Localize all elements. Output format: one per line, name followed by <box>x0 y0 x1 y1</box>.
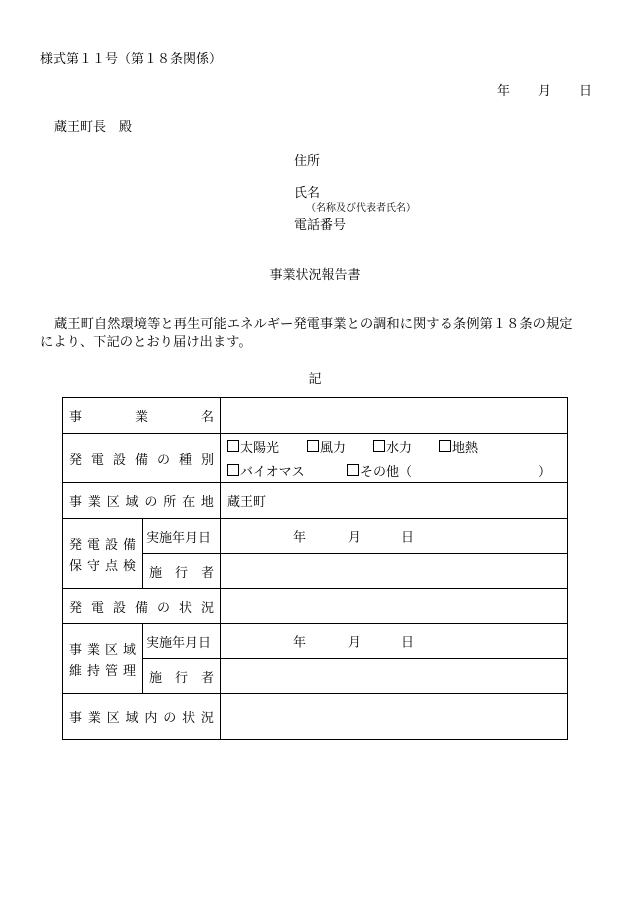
label-char: 在 <box>182 495 196 510</box>
label-char: 区 <box>104 642 118 658</box>
label-char: の <box>144 495 158 510</box>
label-char: 設 <box>104 537 118 553</box>
label-char: 域 <box>122 642 136 658</box>
label-char: 業 <box>86 642 100 658</box>
equipment-status-value[interactable] <box>221 589 568 624</box>
applicant-address-label: 住所 <box>294 154 321 169</box>
label-char: 発 <box>69 537 83 553</box>
label-char: の <box>157 600 171 616</box>
equipment-type-options <box>221 434 568 483</box>
body-text: 蔵王町自然環境等と再生可能エネルギー発電事業との調和に関する条例第１８条の規定により、下記のとおり届け出ます。 <box>40 317 573 350</box>
report-date <box>497 80 592 99</box>
label-char: 行 <box>175 670 189 686</box>
label-char: 事 <box>69 495 83 510</box>
label-char: 保 <box>69 558 83 574</box>
label-char: 所 <box>163 495 177 510</box>
checkbox-icon <box>439 440 451 452</box>
report-table <box>62 397 568 740</box>
business-name-value[interactable] <box>221 398 568 434</box>
table-row-equipment-type <box>63 434 568 483</box>
checkbox-icon <box>373 440 385 452</box>
label-char: 持 <box>86 663 100 679</box>
checkbox-icon <box>307 440 319 452</box>
label-char: 域 <box>125 495 139 510</box>
area-mgmt-implementer-label <box>143 659 221 694</box>
option-geothermal[interactable]: 地熱 <box>439 437 478 456</box>
maintenance-implementer-label <box>143 554 221 589</box>
label-char: 種 <box>179 452 193 468</box>
maintenance-label <box>63 519 143 589</box>
option-hydro[interactable]: 水力 <box>373 437 412 456</box>
label-char: 名 <box>201 410 215 425</box>
document-title: 事業状況報告書 <box>269 268 361 283</box>
applicant-name-note: （名称及び代表者氏名） <box>306 203 416 214</box>
table-row-equipment-status <box>63 589 568 624</box>
label-char: 発 <box>69 452 83 468</box>
label-char: 況 <box>200 711 214 726</box>
maintenance-impl-date-value[interactable]: 年 月 日 <box>221 519 568 554</box>
area-mgmt-label <box>63 624 143 694</box>
label-char: 施 <box>149 670 163 686</box>
label-char: 備 <box>135 600 149 616</box>
label-char: の <box>157 452 171 468</box>
area-status-value[interactable] <box>221 694 568 740</box>
other-close-paren: ） <box>537 464 551 480</box>
label-char: 発 <box>69 600 83 616</box>
label-char: 者 <box>201 565 215 581</box>
form-number: 様式第１１号（第１８条関係） <box>40 52 223 67</box>
maintenance-impl-date-label: 実施年月日 <box>143 519 221 554</box>
label-char: 行 <box>175 565 189 581</box>
table-row-area-status <box>63 694 568 740</box>
applicant-phone-label: 電話番号 <box>294 218 347 233</box>
label-char: 守 <box>86 558 100 574</box>
label-char: 維 <box>69 663 83 679</box>
label-char: 者 <box>201 670 215 686</box>
table-row-location <box>63 483 568 519</box>
label-char: 別 <box>201 452 215 468</box>
label-char: 内 <box>144 711 158 726</box>
addressee: 蔵王町長 殿 <box>54 120 133 135</box>
date-day-label: 日 <box>579 84 593 99</box>
area-status-label <box>63 694 221 740</box>
label-char: 施 <box>149 565 163 581</box>
date-month-label: 月 <box>538 84 552 99</box>
checkbox-icon <box>227 464 239 476</box>
label-char: 電 <box>86 537 100 553</box>
table-row-area-mgmt-date <box>63 624 568 659</box>
label-char: 検 <box>122 558 136 574</box>
label-char: 状 <box>179 600 193 616</box>
label-char: 事 <box>69 642 83 658</box>
label-char: 業 <box>87 495 101 510</box>
label-char: 電 <box>91 600 105 616</box>
location-value[interactable]: 蔵王町 <box>221 483 568 519</box>
table-row-maintenance-date <box>63 519 568 554</box>
label-char: の <box>163 711 177 726</box>
area-mgmt-impl-date-label: 実施年月日 <box>143 624 221 659</box>
maintenance-implementer-value[interactable] <box>221 554 568 589</box>
label-char: 設 <box>113 600 127 616</box>
checkbox-icon <box>227 440 239 452</box>
label-char: 点 <box>104 558 118 574</box>
option-other[interactable]: その他（ <box>347 461 412 480</box>
checkbox-icon <box>347 464 359 476</box>
label-char: 設 <box>113 452 127 468</box>
label-char: 域 <box>125 711 139 726</box>
label-char: 管 <box>104 663 118 679</box>
option-wind[interactable]: 風力 <box>307 437 346 456</box>
applicant-name-label: 氏名 <box>294 186 321 201</box>
option-solar[interactable]: 太陽光 <box>227 437 279 456</box>
label-char: 地 <box>200 495 214 510</box>
label-char: 備 <box>122 537 136 553</box>
location-label <box>63 483 221 519</box>
area-mgmt-implementer-value[interactable] <box>221 659 568 694</box>
label-char: 況 <box>201 600 215 616</box>
equipment-type-label <box>63 434 221 483</box>
label-char: 区 <box>106 711 120 726</box>
equipment-status-label <box>63 589 221 624</box>
table-row-business-name <box>63 398 568 434</box>
business-name-label <box>63 398 221 434</box>
label-char: 業 <box>87 711 101 726</box>
label-char: 区 <box>106 495 120 510</box>
ki-heading: 記 <box>308 372 322 387</box>
area-mgmt-impl-date-value[interactable]: 年 月 日 <box>221 624 568 659</box>
label-char: 状 <box>182 711 196 726</box>
label-char: 備 <box>135 452 149 468</box>
label-char: 理 <box>122 663 136 679</box>
option-biomass[interactable]: バイオマス <box>227 461 305 480</box>
label-char: 事 <box>69 410 83 425</box>
label-char: 電 <box>91 452 105 468</box>
label-char: 業 <box>135 410 149 425</box>
date-year-label: 年 <box>497 84 511 99</box>
label-char: 事 <box>69 711 83 726</box>
